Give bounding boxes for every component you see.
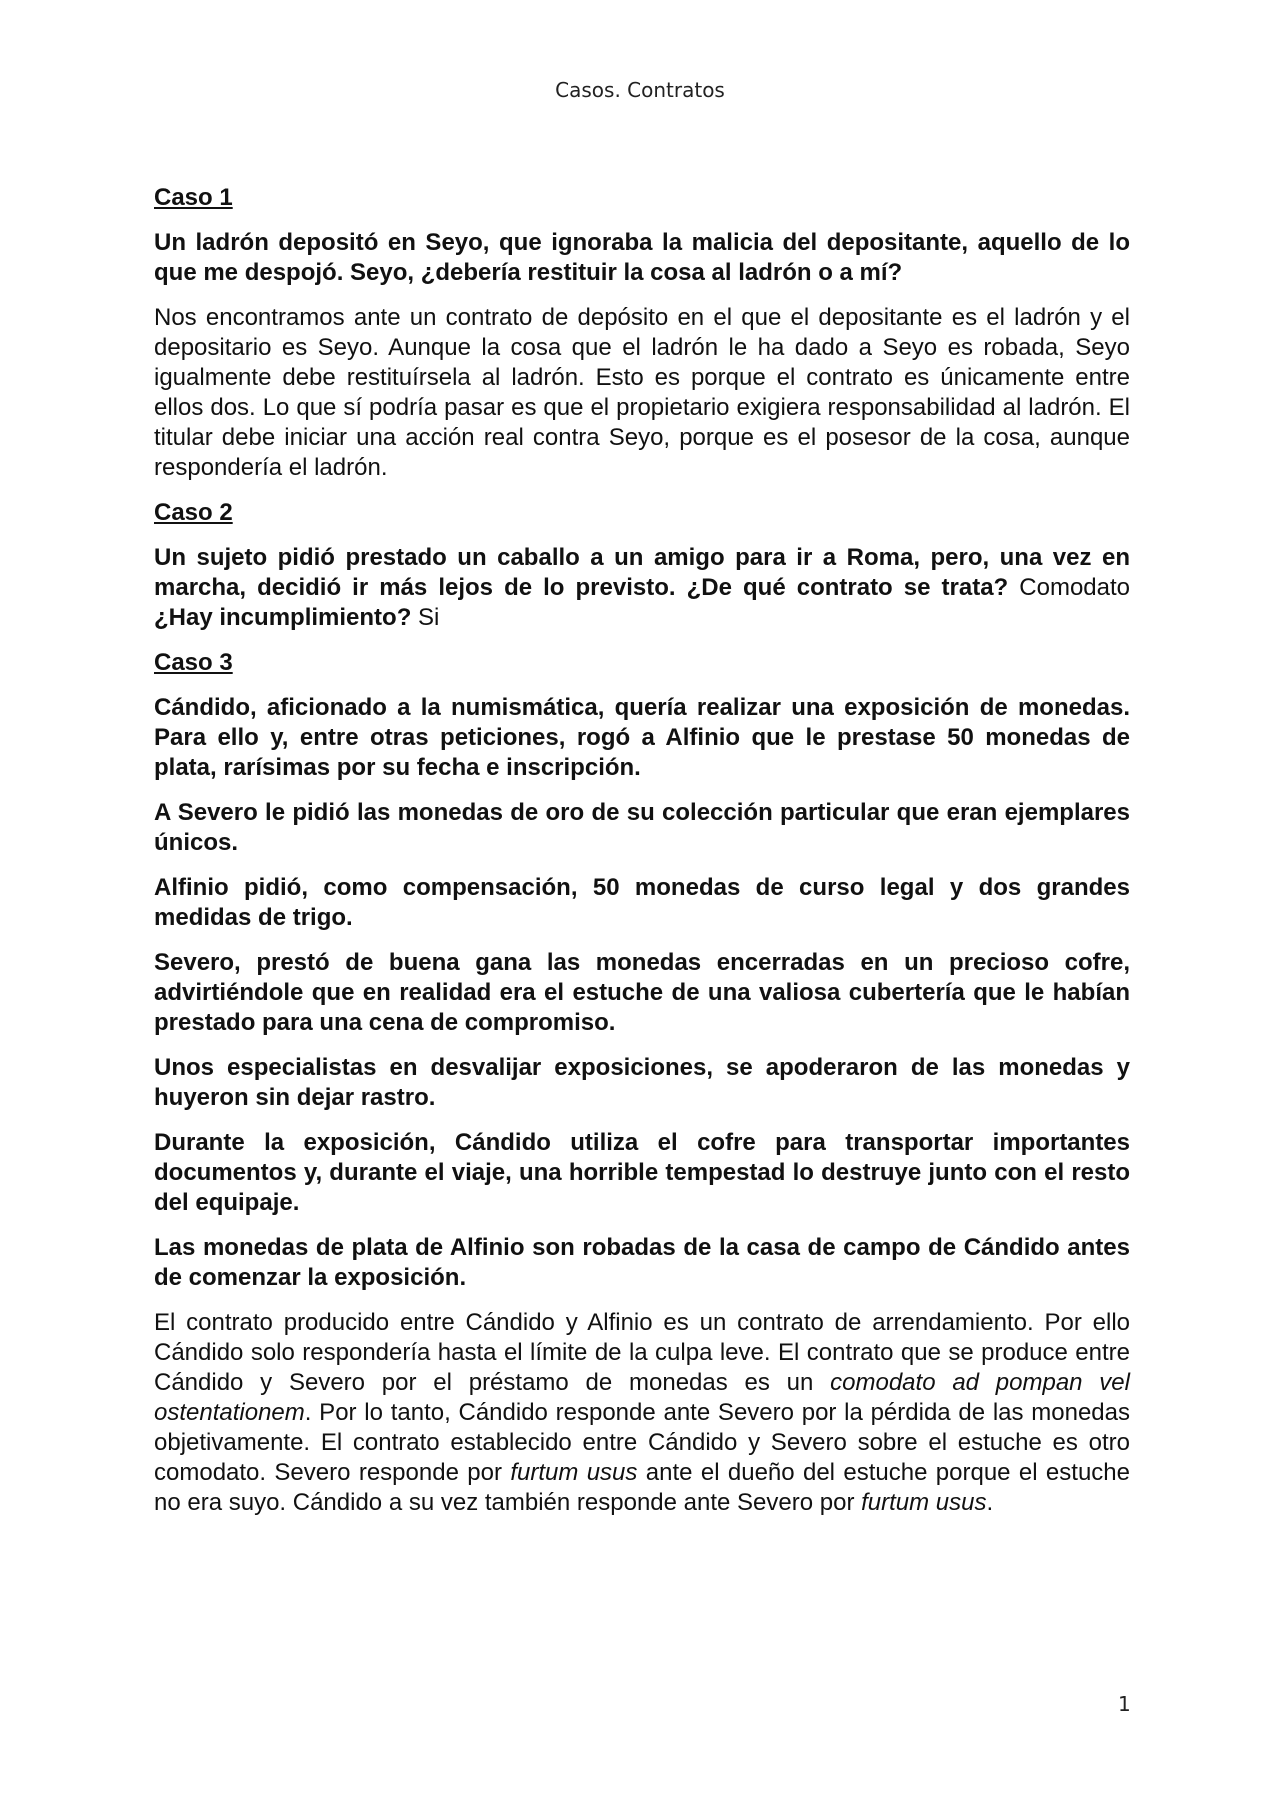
case-3-paragraph: Durante la exposición, Cándido utiliza el cofre para transportar importantes documentos y, durante el viaje, una horrible tempestad lo destruye junto con el resto del equipaje. (154, 1129, 1130, 1216)
document-body (154, 183, 1130, 1533)
case-1-answer: Nos encontramos ante un contrato de depósito en el que el depositante es el ladrón y el depositario es Seyo. Aunque la cosa que el ladrón le ha dado a Seyo es robada, Seyo igualmente debe restituírsela al ladrón. Esto es porque el contrato es únicamente entre ellos dos. Lo que sí podría pasar es que el propietario exigiera responsabilidad al ladrón. El titular debe iniciar una acción real contra Seyo, porque es el posesor de la cosa, aunque respondería el ladrón. (154, 304, 1130, 481)
case-3-paragraph: Cándido, aficionado a la numismática, quería realizar una exposición de monedas. Para ello y, entre otras peticiones, rogó a Alfinio que le prestase 50 monedas de plata, rarísimas por su fecha e inscripción. (154, 694, 1130, 781)
case-3-answer-text: El contrato producido entre Cándido y Alfinio es un contrato de arrendamiento. Por ello Cándido solo respondería hasta el límite de la culpa leve. El contrato que se produce entre Cándido y Severo por el préstamo de monedas es un (154, 1309, 1130, 1396)
case-2-heading: Caso 2 (154, 499, 233, 526)
case-3-answer-text: ante el dueño del estuche porque el estuche no era suyo. Cándido a su vez también responde ante Severo por (154, 1459, 1130, 1516)
case-2-answer-2: Si (418, 604, 440, 631)
case-2-answer-1: Comodato (1019, 574, 1131, 601)
case-3-paragraph: A Severo le pidió las monedas de oro de su colección particular que eran ejemplares únicos. (154, 799, 1130, 856)
case-2-question-1: Un sujeto pidió prestado un caballo a un amigo para ir a Roma, pero, una vez en marcha, decidió ir más lejos de lo previsto. ¿De qué contrato se trata? (154, 544, 1130, 601)
case-3-answer-latin-term: furtum usus (861, 1489, 987, 1516)
case-2-question-answer (154, 543, 1130, 633)
case-3-answer-text: . Por lo tanto, Cándido responde ante Severo por la pérdida de las monedas objetivamente. El contrato establecido entre Cándido y Severo sobre el estuche es otro comodato. Severo responde por (154, 1399, 1130, 1486)
case-2-question-2: ¿Hay incumplimiento? (154, 604, 412, 631)
case-3-answer-latin-term: comodato ad pompan vel ostentationem (154, 1369, 1130, 1426)
case-3-answer (154, 1308, 1130, 1518)
case-3-paragraph: Severo, prestó de buena gana las monedas encerradas en un precioso cofre, advirtiéndole que en realidad era el estuche de una valiosa cubertería que le habían prestado para una cena de compromiso. (154, 949, 1130, 1036)
case-1-heading: Caso 1 (154, 184, 233, 211)
case-3-paragraph: Unos especialistas en desvalijar exposiciones, se apoderaron de las monedas y huyeron sin dejar rastro. (154, 1054, 1130, 1111)
case-3-answer-latin-term: furtum usus (510, 1459, 638, 1486)
case-3-answer-text: . (986, 1489, 994, 1516)
case-3-paragraph: Alfinio pidió, como compensación, 50 monedas de curso legal y dos grandes medidas de trigo. (154, 874, 1130, 931)
case-3-heading: Caso 3 (154, 649, 233, 676)
case-1-question: Un ladrón depositó en Seyo, que ignoraba la malicia del depositante, aquello de lo que me despojó. Seyo, ¿debería restituir la cosa al ladrón o a mí? (154, 229, 1130, 286)
page-header: Casos. Contratos (555, 78, 725, 102)
page-number: 1 (1118, 1692, 1131, 1716)
case-3-paragraph: Las monedas de plata de Alfinio son robadas de la casa de campo de Cándido antes de comenzar la exposición. (154, 1234, 1130, 1291)
